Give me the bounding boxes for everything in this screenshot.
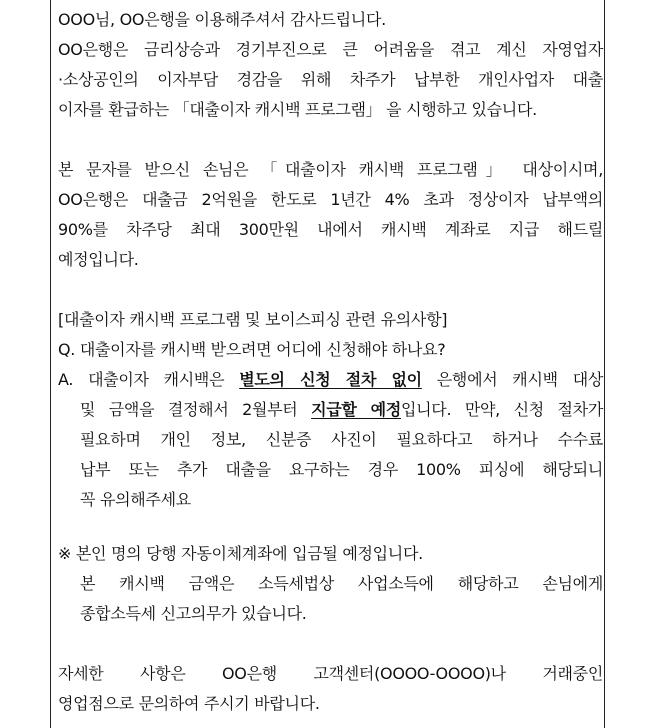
contact-line-2: 영업점으로 문의하여 주시기 바랍니다. [58, 694, 320, 713]
greeting-line: OOO님, OO은행을 이용해주셔서 감사드립니다. [58, 10, 386, 29]
eligibility-line-2: OO은행은 대출금 2억원을 한도로 1년간 4% 초과 정상이자 납부액의 [58, 190, 603, 209]
answer-text: 입니다. 만약, 신청 절차가 [400, 400, 603, 419]
spacer [58, 125, 603, 155]
emphasis-no-application: 별도의 신청 절차 없이 [239, 370, 422, 389]
intro-line-1: OO은행은 금리상승과 경기부진으로 큰 어려움을 겪고 계신 자영업자 [58, 40, 603, 59]
intro-line-2: ·소상공인의 이자부담 경감을 위해 차주가 납부한 개인사업자 대출 [58, 70, 603, 89]
answer-text: 및 금액을 결정해서 2월부터 [80, 400, 312, 419]
eligibility-line-3: 90%를 차주당 최대 300만원 내에서 캐시백 계좌로 지급 해드릴 [58, 220, 603, 239]
spacer [58, 275, 603, 305]
message-body [58, 5, 603, 719]
tax-note-line-1: ※ 본인 명의 당행 자동이체계좌에 입금될 예정입니다. [58, 544, 423, 563]
answer-text: A. 대출이자 캐시백은 [58, 370, 240, 389]
faq-answer-line-4: 납부 또는 추가 대출을 요구하는 경우 100% 피싱에 해당되니 [80, 460, 603, 479]
faq-answer-line-2 [58, 395, 603, 425]
notice-heading: [대출이자 캐시백 프로그램 및 보이스피싱 관련 유의사항] [58, 310, 448, 329]
eligibility-line-1: 본 문자를 받으신 손님은 「대출이자 캐시백 프로그램」 대상이시며, [58, 160, 603, 179]
tax-note-line-2: 본 캐시백 금액은 소득세법상 사업소득에 해당하고 손님에게 [80, 574, 603, 593]
faq-answer-line-3: 필요하며 개인 정보, 신분증 사진이 필요하다고 하거나 수수료 [80, 430, 603, 449]
spacer [58, 515, 603, 539]
eligibility-line-4: 예정입니다. [58, 250, 139, 269]
faq-question: Q. 대출이자를 캐시백 받으려면 어디에 신청해야 하나요? [58, 340, 446, 359]
tax-note-line-3: 종합소득세 신고의무가 있습니다. [80, 604, 307, 623]
contact-line-1: 자세한 사항은 OO은행 고객센터(OOOO-OOOO)나 거래중인 [58, 664, 603, 683]
faq-answer-line-5: 꼭 유의해주세요 [80, 490, 191, 509]
emphasis-payment-scheduled: 지급할 예정 [311, 400, 401, 419]
answer-text: 은행에서 캐시백 대상 [421, 370, 604, 389]
faq-answer-line-1 [58, 365, 603, 395]
intro-line-3: 이자를 환급하는 「대출이자 캐시백 프로그램」 을 시행하고 있습니다. [58, 100, 537, 119]
spacer [58, 629, 603, 659]
